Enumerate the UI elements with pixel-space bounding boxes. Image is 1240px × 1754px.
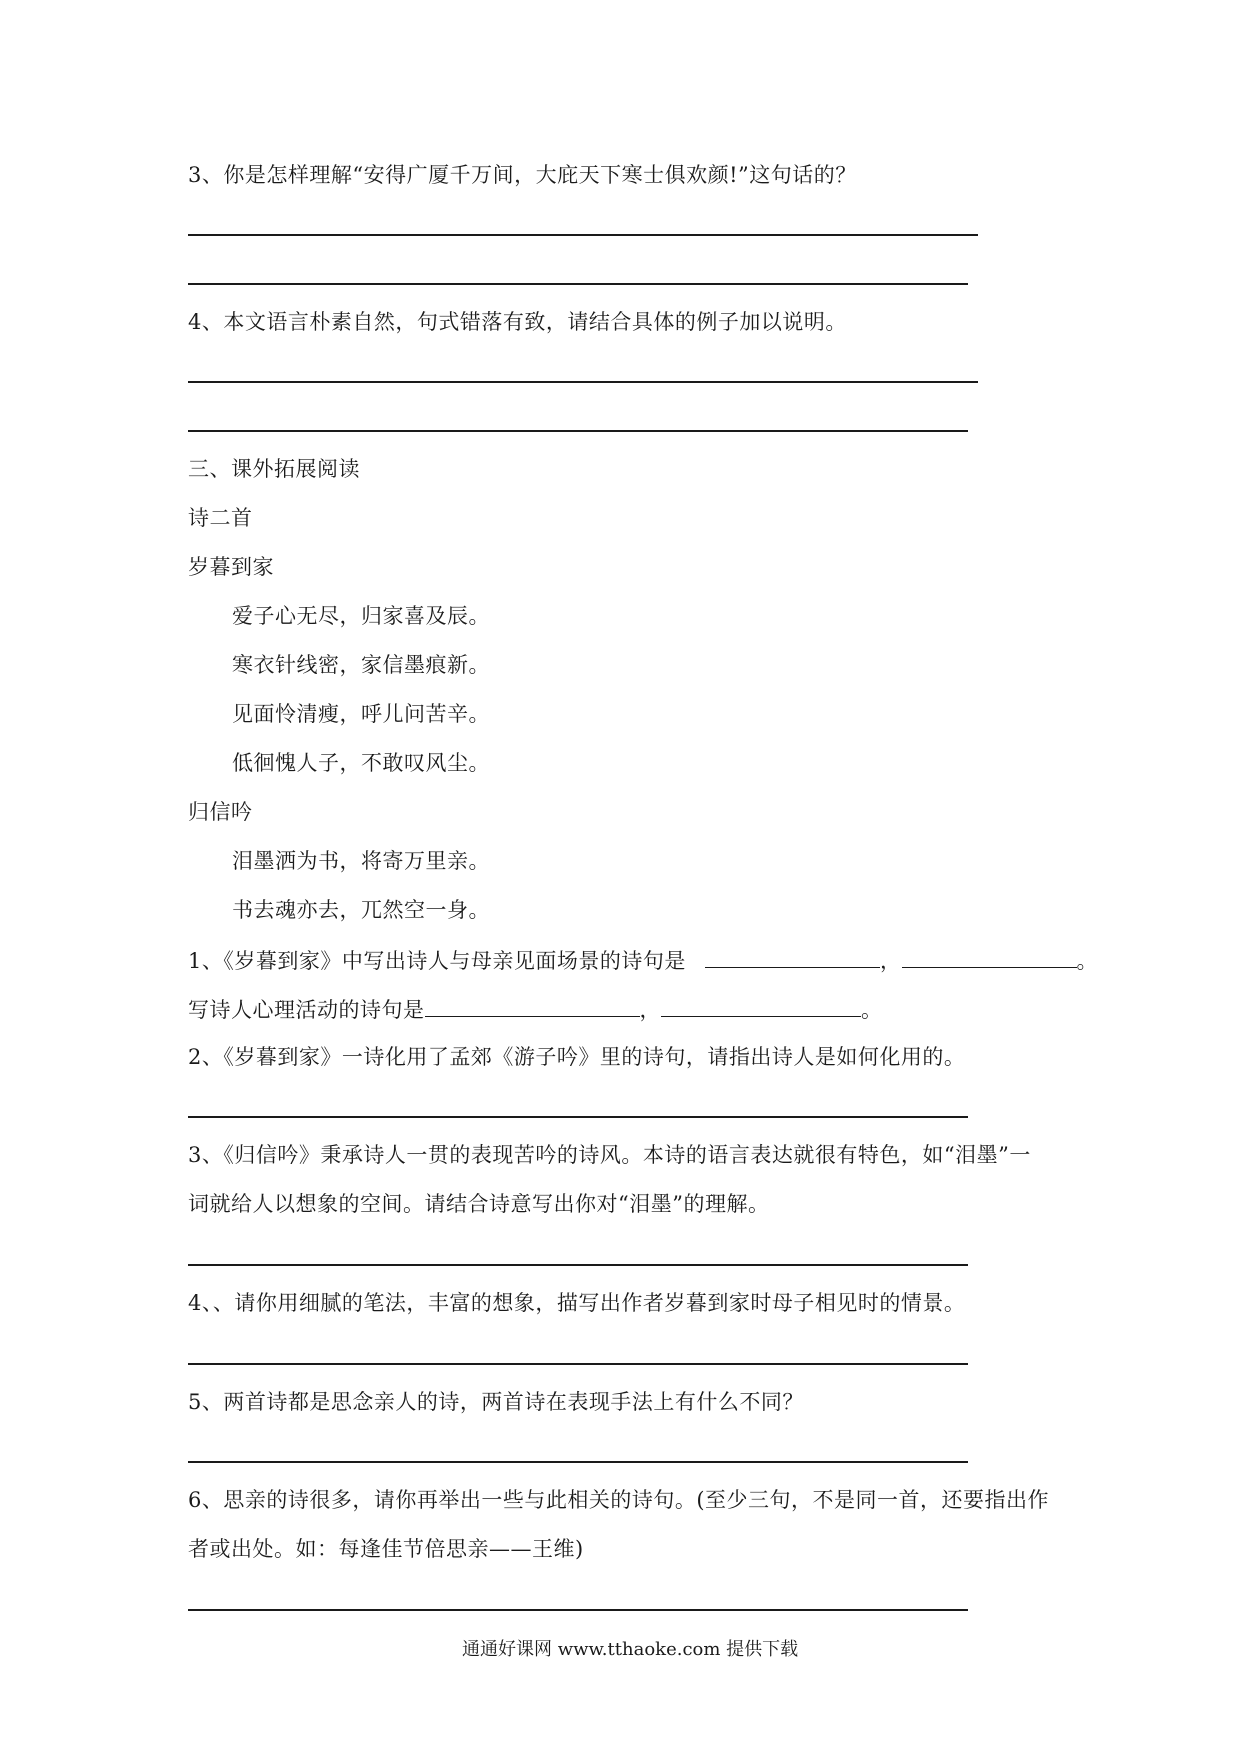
question-3-understanding: 3、你是怎样理解“安得广厦千万间，大庇天下寒士俱欢颜!”这句话的？: [188, 163, 857, 187]
fill-blank[interactable]: [425, 994, 640, 1017]
fill-blank[interactable]: [661, 994, 861, 1017]
end-mark: 。: [861, 998, 883, 1022]
answer-line: [188, 430, 968, 432]
section-heading: 三、课外拓展阅读: [188, 457, 360, 481]
page-footer: 通通好课网 www.tthaoke.com 提供下载: [462, 1639, 799, 1660]
separator: ，: [880, 949, 902, 973]
question-text: 1、《岁暮到家》中写出诗人与母亲见面场景的诗句是: [188, 949, 686, 973]
answer-line: [188, 283, 968, 285]
poem-line: 见面怜清瘦，呼儿问苦辛。: [232, 702, 490, 726]
answer-line: [188, 1609, 968, 1611]
poem-title: 岁暮到家: [188, 555, 274, 579]
question-6-examples-cont: 者或出处。如：每逢佳节倍思亲——王维): [188, 1537, 584, 1561]
question-6-examples: 6、思亲的诗很多，请你再举出一些与此相关的诗句。(至少三句，不是同一首，还要指出作: [188, 1488, 1050, 1512]
section-subtitle: 诗二首: [188, 506, 253, 530]
poem-line: 泪墨洒为书，将寄万里亲。: [232, 849, 490, 873]
fill-blank[interactable]: [902, 945, 1077, 968]
separator: ，: [639, 998, 661, 1022]
answer-line: [188, 1116, 968, 1118]
answer-line: [188, 1363, 968, 1365]
poem-line: 书去魂亦去，兀然空一身。: [232, 898, 490, 922]
question-2-adaptation: 2、《岁暮到家》一诗化用了孟郊《游子吟》里的诗句，请指出诗人是如何化用的。: [188, 1045, 966, 1069]
poem-title: 归信吟: [188, 800, 253, 824]
answer-line: [188, 1264, 968, 1266]
poem-line: 寒衣针线密，家信墨痕新。: [232, 653, 490, 677]
question-4-description: 4、、请你用细腻的笔法，丰富的想象，描写出作者岁暮到家时母子相见时的情景。: [188, 1291, 966, 1315]
question-text: 写诗人心理活动的诗句是: [188, 998, 425, 1022]
poem-line: 爱子心无尽，归家喜及辰。: [232, 604, 490, 628]
end-mark: 。: [1076, 949, 1099, 973]
answer-line: [188, 234, 978, 236]
question-1-fill-blank: [188, 945, 1098, 975]
question-3-tear-ink: 3、《归信吟》秉承诗人一贯的表现苦吟的诗风。本诗的语言表达就很有特色，如“泪墨”一: [188, 1143, 1031, 1167]
poem-line: 低徊愧人子，不敢叹风尘。: [232, 751, 490, 775]
fill-blank[interactable]: [705, 945, 880, 968]
question-1-fill-blank-2: [188, 994, 883, 1024]
question-5-comparison: 5、两首诗都是思念亲人的诗，两首诗在表现手法上有什么不同？: [188, 1390, 804, 1414]
question-3-tear-ink-cont: 词就给人以想象的空间。请结合诗意写出你对“泪墨”的理解。: [188, 1192, 770, 1216]
question-4-language: 4、本文语言朴素自然，句式错落有致，请结合具体的例子加以说明。: [188, 310, 847, 334]
answer-line: [188, 381, 978, 383]
answer-line: [188, 1461, 968, 1463]
